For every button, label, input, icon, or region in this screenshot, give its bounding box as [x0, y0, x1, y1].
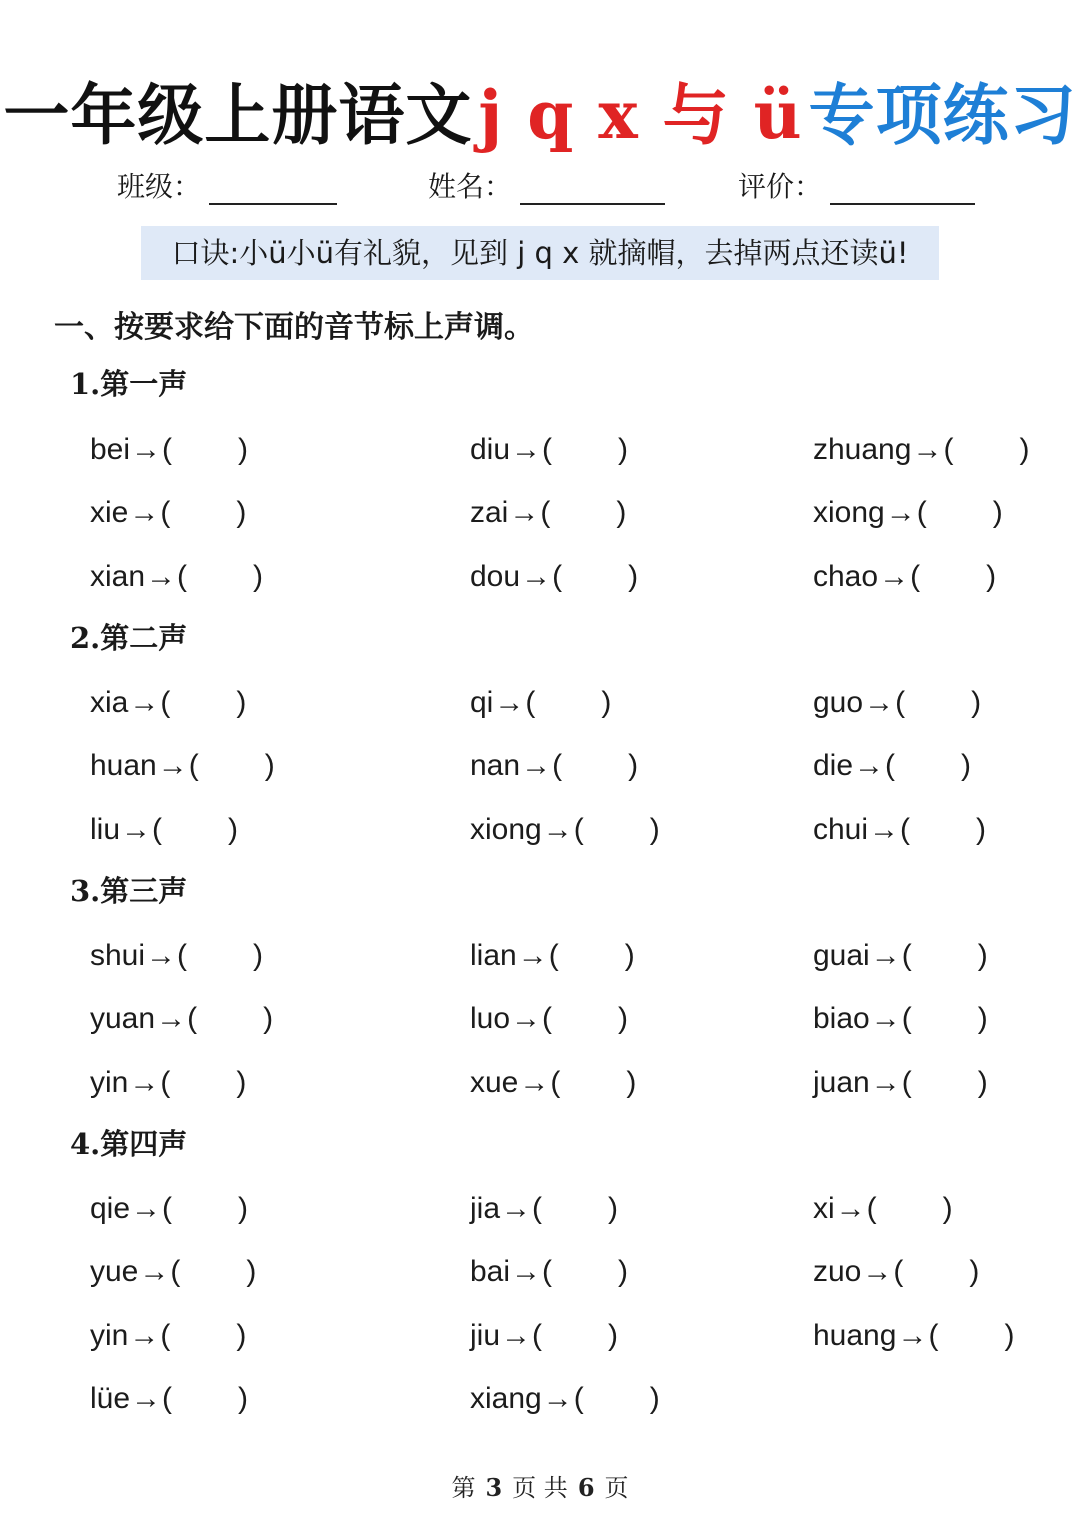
- class-blank[interactable]: [209, 173, 337, 205]
- close-paren: ): [977, 939, 988, 972]
- close-paren: ): [238, 1192, 249, 1225]
- close-paren: ): [601, 686, 612, 719]
- syllable-item: [470, 493, 626, 533]
- name-field: [428, 165, 665, 205]
- close-paren: ): [628, 749, 639, 783]
- syllable-text: yue: [90, 1255, 139, 1289]
- close-paren: ): [236, 686, 247, 719]
- arrow-icon: →: [131, 1192, 162, 1225]
- syllable-text: chao: [813, 559, 879, 593]
- syllable-item: [90, 936, 263, 976]
- close-paren: ): [976, 812, 987, 846]
- open-paren: (: [542, 433, 553, 466]
- open-paren: (: [552, 559, 563, 593]
- mnemonic-tip: 口诀:小ü小ü有礼貌，见到 j q x 就摘帽，去掉两点还读ü!: [141, 226, 939, 280]
- group-label: 1.第一声: [70, 367, 188, 401]
- close-paren: ): [971, 686, 982, 719]
- syllable-item: [813, 1316, 1014, 1356]
- arrow-icon: →: [870, 1002, 901, 1036]
- close-paren: ): [616, 496, 627, 530]
- close-paren: ): [992, 496, 1003, 530]
- arrow-icon: →: [146, 939, 177, 972]
- close-paren: ): [608, 1318, 619, 1352]
- syllable-text: xiong: [813, 496, 885, 530]
- syllable-text: zuo: [813, 1255, 862, 1289]
- syllable-item: [813, 493, 1003, 533]
- syllable-item: [813, 999, 988, 1039]
- syllable-text: zhuang: [813, 433, 912, 466]
- title-main: 一年级上册语文: [3, 76, 473, 154]
- syllable-item: [813, 1189, 953, 1229]
- syllable-item: [470, 746, 638, 786]
- open-paren: (: [162, 1192, 173, 1225]
- syllable-item: [90, 430, 248, 470]
- footer-prefix: 第: [451, 1474, 476, 1502]
- close-paren: ): [263, 1002, 274, 1036]
- close-paren: ): [626, 1065, 637, 1099]
- syllable-item: [90, 1316, 246, 1356]
- close-paren: ): [1004, 1318, 1015, 1352]
- syllable-text: xia: [90, 686, 129, 719]
- arrow-icon: →: [835, 1192, 866, 1225]
- arrow-icon: →: [121, 812, 152, 846]
- open-paren: (: [900, 812, 911, 846]
- open-paren: (: [188, 749, 199, 783]
- close-paren: ): [618, 1002, 629, 1036]
- open-paren: (: [552, 749, 563, 783]
- close-paren: ): [236, 1318, 247, 1352]
- arrow-icon: →: [511, 1002, 542, 1036]
- open-paren: (: [928, 1318, 939, 1352]
- arrow-icon: →: [854, 749, 885, 783]
- close-paren: ): [228, 812, 239, 846]
- open-paren: (: [525, 686, 536, 719]
- open-paren: (: [885, 749, 896, 783]
- open-paren: (: [187, 1002, 198, 1036]
- close-paren: ): [649, 1381, 660, 1415]
- syllable-text: jiu: [470, 1318, 501, 1352]
- syllable-item: [90, 1189, 248, 1229]
- close-paren: ): [961, 749, 972, 783]
- syllable-item: [90, 810, 238, 850]
- open-paren: (: [532, 1318, 543, 1352]
- syllable-item: [813, 936, 988, 976]
- syllable-item: [813, 557, 996, 597]
- syllable-text: yin: [90, 1318, 129, 1352]
- syllable-text: xiong: [470, 812, 542, 846]
- syllable-text: liu: [90, 812, 121, 846]
- syllable-text: jia: [470, 1192, 501, 1225]
- page-footer: [0, 1468, 1080, 1503]
- open-paren: (: [895, 686, 906, 719]
- open-paren: (: [550, 1065, 561, 1099]
- syllable-text: yuan: [90, 1002, 156, 1036]
- syllable-text: lian: [470, 939, 517, 972]
- score-label: 评价：: [738, 170, 823, 203]
- syllable-text: shui: [90, 939, 146, 972]
- close-paren: ): [253, 559, 264, 593]
- arrow-icon: →: [870, 1065, 901, 1099]
- syllable-item: [470, 810, 660, 850]
- class-label: 班级：: [117, 170, 202, 203]
- syllable-item: [813, 746, 971, 786]
- arrow-icon: →: [885, 496, 916, 530]
- syllable-text: xian: [90, 559, 146, 593]
- syllable-text: xi: [813, 1192, 835, 1225]
- page-title: [0, 62, 1080, 157]
- arrow-icon: →: [494, 686, 525, 719]
- arrow-icon: →: [129, 686, 160, 719]
- arrow-icon: →: [897, 1318, 928, 1352]
- arrow-icon: →: [156, 1002, 187, 1036]
- syllable-text: huang: [813, 1318, 897, 1352]
- syllable-text: diu: [470, 433, 511, 466]
- open-paren: (: [542, 1255, 553, 1289]
- close-paren: ): [238, 433, 249, 466]
- arrow-icon: →: [542, 1381, 573, 1415]
- close-paren: ): [986, 559, 997, 593]
- open-paren: (: [901, 1002, 912, 1036]
- close-paren: ): [977, 1065, 988, 1099]
- arrow-icon: →: [521, 749, 552, 783]
- syllable-text: dou: [470, 559, 521, 593]
- open-paren: (: [160, 1318, 171, 1352]
- open-paren: (: [532, 1192, 543, 1225]
- syllable-text: juan: [813, 1065, 870, 1099]
- group-label: 3.第三声: [70, 874, 188, 908]
- syllable-item: [90, 746, 275, 786]
- arrow-icon: →: [139, 1255, 170, 1289]
- syllable-item: [813, 1252, 979, 1292]
- syllable-item: [90, 1379, 248, 1419]
- footer-middle: 页 共: [512, 1474, 568, 1502]
- syllable-text: biao: [813, 1002, 870, 1036]
- name-blank[interactable]: [520, 173, 665, 205]
- open-paren: (: [910, 559, 921, 593]
- syllable-text: bai: [470, 1255, 511, 1289]
- syllable-item: [470, 1063, 636, 1103]
- syllable-item: [90, 999, 273, 1039]
- open-paren: (: [916, 496, 927, 530]
- arrow-icon: →: [912, 433, 943, 466]
- open-paren: (: [542, 1002, 553, 1036]
- arrow-icon: →: [129, 1065, 160, 1099]
- syllable-item: [470, 1316, 618, 1356]
- open-paren: (: [160, 496, 171, 530]
- open-paren: (: [901, 939, 912, 972]
- arrow-icon: →: [519, 1065, 550, 1099]
- footer-suffix: 页: [604, 1474, 629, 1502]
- arrow-icon: →: [864, 686, 895, 719]
- student-info-row: [0, 165, 1080, 210]
- syllable-item: [90, 1063, 246, 1103]
- open-paren: (: [152, 812, 163, 846]
- open-paren: (: [160, 686, 171, 719]
- syllable-item: [90, 557, 263, 597]
- close-paren: ): [618, 433, 629, 466]
- arrow-icon: →: [879, 559, 910, 593]
- syllable-item: [470, 936, 635, 976]
- arrow-icon: →: [146, 559, 177, 593]
- close-paren: ): [649, 812, 660, 846]
- open-paren: (: [893, 1255, 904, 1289]
- open-paren: (: [943, 433, 954, 466]
- name-label: 姓名：: [428, 170, 513, 203]
- close-paren: ): [236, 496, 247, 530]
- syllable-text: bei: [90, 433, 131, 466]
- arrow-icon: →: [521, 559, 552, 593]
- close-paren: ): [608, 1192, 619, 1225]
- close-paren: ): [246, 1255, 257, 1289]
- close-paren: ): [618, 1255, 629, 1289]
- open-paren: (: [540, 496, 551, 530]
- section-title: 一、按要求给下面的音节标上声调。: [54, 310, 534, 345]
- open-paren: (: [573, 812, 584, 846]
- syllable-item: [470, 1189, 618, 1229]
- syllable-item: [470, 430, 628, 470]
- syllable-item: [470, 999, 628, 1039]
- close-paren: ): [977, 1002, 988, 1036]
- close-paren: ): [238, 1381, 249, 1415]
- syllable-item: [470, 683, 611, 723]
- group-label: 2.第二声: [70, 621, 188, 655]
- arrow-icon: →: [517, 939, 548, 972]
- arrow-icon: →: [131, 433, 162, 466]
- arrow-icon: →: [511, 1255, 542, 1289]
- footer-total-pages: 6: [577, 1473, 595, 1502]
- syllable-text: yin: [90, 1065, 129, 1099]
- title-letters: j q x 与 ü: [478, 76, 803, 154]
- arrow-icon: →: [542, 812, 573, 846]
- close-paren: ): [969, 1255, 980, 1289]
- open-paren: (: [162, 1381, 173, 1415]
- syllable-text: xie: [90, 496, 129, 530]
- arrow-icon: →: [129, 1318, 160, 1352]
- open-paren: (: [160, 1065, 171, 1099]
- arrow-icon: →: [129, 496, 160, 530]
- syllable-item: [813, 810, 986, 850]
- arrow-icon: →: [511, 433, 542, 466]
- syllable-item: [470, 557, 638, 597]
- arrow-icon: →: [501, 1318, 532, 1352]
- syllable-text: guo: [813, 686, 864, 719]
- syllable-text: qie: [90, 1192, 131, 1225]
- close-paren: ): [253, 939, 264, 972]
- arrow-icon: →: [131, 1381, 162, 1415]
- syllable-text: luo: [470, 1002, 511, 1036]
- open-paren: (: [162, 433, 173, 466]
- syllable-text: lüe: [90, 1381, 131, 1415]
- close-paren: ): [624, 939, 635, 972]
- syllable-item: [90, 683, 246, 723]
- syllable-item: [813, 1063, 988, 1103]
- syllable-text: xiang: [470, 1381, 542, 1415]
- arrow-icon: →: [870, 939, 901, 972]
- open-paren: (: [573, 1381, 584, 1415]
- syllable-item: [90, 493, 246, 533]
- arrow-icon: →: [501, 1192, 532, 1225]
- arrow-icon: →: [869, 812, 900, 846]
- arrow-icon: →: [509, 496, 540, 530]
- open-paren: (: [548, 939, 559, 972]
- syllable-item: [90, 1252, 256, 1292]
- score-field: [738, 165, 975, 205]
- class-field: [117, 165, 337, 205]
- syllable-text: guai: [813, 939, 870, 972]
- open-paren: (: [170, 1255, 181, 1289]
- close-paren: ): [628, 559, 639, 593]
- syllable-item: [813, 430, 1029, 470]
- close-paren: ): [264, 749, 275, 783]
- syllable-text: qi: [470, 686, 494, 719]
- syllable-text: chui: [813, 812, 869, 846]
- close-paren: ): [1019, 433, 1030, 466]
- score-blank[interactable]: [830, 173, 975, 205]
- close-paren: ): [942, 1192, 953, 1225]
- close-paren: ): [236, 1065, 247, 1099]
- arrow-icon: →: [157, 749, 188, 783]
- syllable-text: zai: [470, 496, 509, 530]
- syllable-item: [813, 683, 981, 723]
- syllable-text: nan: [470, 749, 521, 783]
- open-paren: (: [177, 559, 188, 593]
- open-paren: (: [901, 1065, 912, 1099]
- syllable-item: [470, 1379, 660, 1419]
- syllable-text: xue: [470, 1065, 519, 1099]
- open-paren: (: [866, 1192, 877, 1225]
- syllable-text: huan: [90, 749, 157, 783]
- open-paren: (: [177, 939, 188, 972]
- syllable-text: die: [813, 749, 854, 783]
- arrow-icon: →: [862, 1255, 893, 1289]
- footer-current-page: 3: [485, 1473, 503, 1502]
- syllable-item: [470, 1252, 628, 1292]
- group-label: 4.第四声: [70, 1127, 188, 1161]
- title-suffix: 专项练习: [808, 76, 1077, 154]
